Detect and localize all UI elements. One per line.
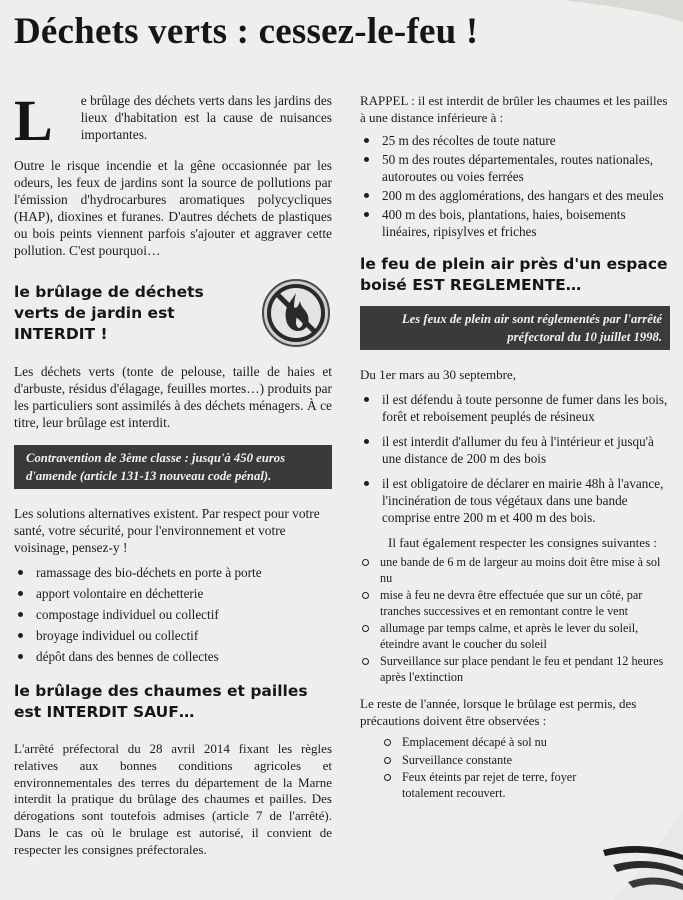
heading-open-air-fire: le feu de plein air près d'un espace boisé EST REGLEMENTE… bbox=[360, 255, 668, 294]
list-item: mise à feu ne devra être effectuée que sur un côté, par tranches successives et en remontant contre le vent bbox=[360, 588, 670, 619]
precautions-list bbox=[360, 735, 670, 801]
page-title: Déchets verts : cessez-le-feu ! bbox=[14, 11, 479, 52]
list-item: Surveillance constante bbox=[382, 753, 592, 769]
list-item: broyage individuel ou collectif bbox=[14, 627, 332, 644]
prefectoral-paragraph: L'arrêté préfectoral du 28 avril 2014 fixant les règles relatives aux bonnes conditions agricoles et environnementales des terres du département de la Marne interdit la pratique du brûlage des chaumes et pailles. Des dérogations sont toutefois admises (article 7 de l'arrêté). Dans le cas où le brulage est autorisé, il convient de respecter les consignes préfectorales. bbox=[14, 741, 332, 857]
list-item: 50 m des routes départementales, routes nationales, autoroutes ou voies ferrées bbox=[360, 151, 670, 185]
decorative-swoosh bbox=[573, 810, 683, 900]
rappel-paragraph: RAPPEL : il est interdit de brûler les chaumes et les pailles à une distance inférieure à : bbox=[360, 93, 668, 125]
list-item: 25 m des récoltes de toute nature bbox=[360, 132, 670, 149]
page-curl-shadow bbox=[563, 0, 683, 28]
drop-cap: L bbox=[14, 88, 53, 153]
intro-paragraph bbox=[14, 88, 332, 153]
alternatives-intro: Les solutions alternatives existent. Par respect pour votre santé, votre sécurité, pour l'environnement et votre voisinage, pensez-y ! bbox=[14, 506, 320, 555]
list-item: dépôt dans des bennes de collectes bbox=[14, 648, 332, 665]
list-item: compostage individuel ou collectif bbox=[14, 606, 332, 623]
heading-garden-burning: le brûlage de déchets verts de jardin est INTERDIT ! bbox=[14, 282, 204, 343]
consignes-intro: Il faut également respecter les consignes suivantes : bbox=[388, 535, 657, 550]
heading-row-interdit bbox=[14, 277, 332, 349]
intro-text: e brûlage des déchets verts dans les jardins des lieux d'habitation est la cause de nuisances importantes. bbox=[80, 93, 332, 142]
left-column bbox=[14, 88, 332, 859]
pollution-paragraph: Outre le risque incendie et la gêne occasionnée par les odeurs, les feux de jardins sont la source de pollutions par l'émission d'hydrocarbures aromatiques polycycliques (HAP), dioxines et furanes. D'autres déchets de plastiques ou bois peints viennent parfois s'ajouter et aggraver cette pollution. C'est pourquoi… bbox=[14, 158, 332, 258]
alternatives-list bbox=[14, 564, 332, 665]
list-item: apport volontaire en déchetterie bbox=[14, 585, 332, 602]
consignes-list bbox=[360, 555, 670, 685]
list-item: une bande de 6 m de largeur au moins doit être mise à sol nu bbox=[360, 555, 670, 586]
list-item: 200 m des agglomérations, des hangars et des meules bbox=[360, 187, 670, 204]
list-item: Surveillance sur place pendant le feu et pendant 12 heures après l'extinction bbox=[360, 654, 670, 685]
penalty-box: Contravention de 3ème classe : jusqu'à 450 euros d'amende (article 131-13 nouveau code pénal). bbox=[14, 445, 332, 489]
period-text: Du 1er mars au 30 septembre, bbox=[360, 367, 516, 382]
right-column bbox=[360, 92, 670, 803]
arrete-box: Les feux de plein air sont réglementés par l'arrêté préfectoral du 10 juillet 1998. bbox=[360, 306, 670, 350]
list-item: allumage par temps calme, et après le lever du soleil, éteindre avant le coucher du soleil bbox=[360, 621, 670, 652]
list-item: ramassage des bio-déchets en porte à porte bbox=[14, 564, 332, 581]
list-item: Feux éteints par rejet de terre, foyer totalement recouvert. bbox=[382, 770, 592, 801]
list-item: il est interdit d'allumer du feu à l'intérieur et jusqu'à une distance de 200 m des bois bbox=[360, 433, 670, 467]
heading-stubble-burning: le brûlage des chaumes et pailles est INTERDIT SAUF… bbox=[14, 682, 308, 721]
reste-paragraph: Le reste de l'année, lorsque le brûlage est permis, des précautions doivent être observées : bbox=[360, 696, 637, 728]
no-fire-icon bbox=[260, 277, 332, 349]
list-item: 400 m des bois, plantations, haies, boisements linéaires, ripisylves et friches bbox=[360, 206, 670, 240]
rules-list bbox=[360, 391, 670, 526]
green-waste-paragraph: Les déchets verts (tonte de pelouse, taille de haies et d'arbuste, résidus d'élagage, feuilles mortes…) produits par les particuliers sont assimilés à des déchets ménagers. À ce titre, leur brûlage est interdit. bbox=[14, 364, 332, 430]
list-item: il est défendu à toute personne de fumer dans les bois, forêt et reboisement peuplés de résineux bbox=[360, 391, 670, 425]
list-item: Emplacement décapé à sol nu bbox=[382, 735, 592, 751]
distance-list bbox=[360, 132, 670, 240]
list-item: il est obligatoire de déclarer en mairie 48h à l'avance, l'incinération de tous végétaux dans une bande comprise entre 200 m et 400 m des bois. bbox=[360, 475, 670, 526]
